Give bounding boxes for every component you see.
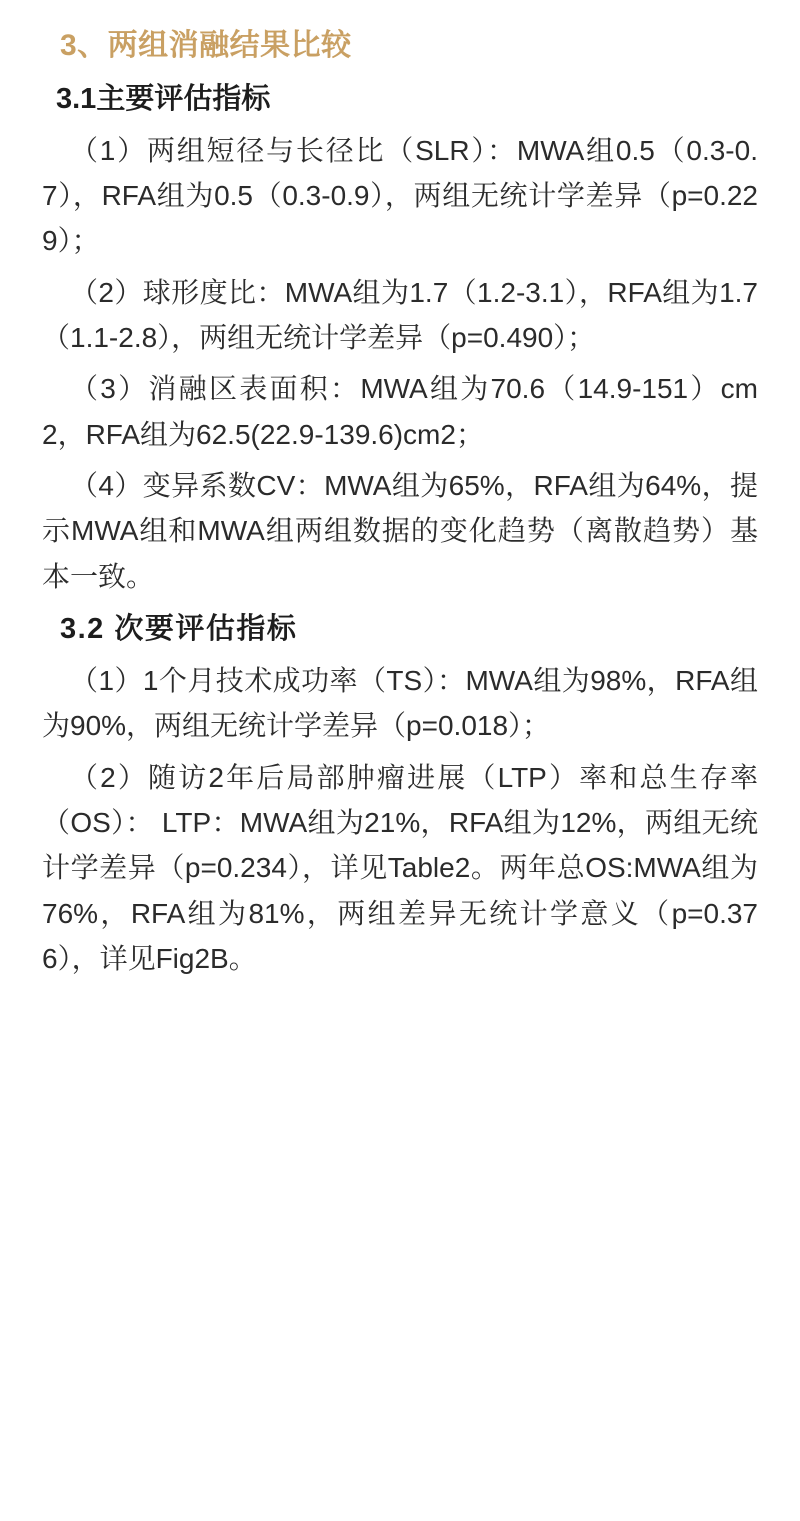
subsection-secondary-metrics bbox=[42, 609, 758, 981]
subsection-heading-3-1: 3.1主要评估指标 bbox=[56, 83, 271, 115]
paragraph-3-2-2: （2）随访2年后局部肿瘤进展（LTP）率和总生存率（OS）： LTP：MWA组为21%，RFA组为12%，两组无统计学差异（p=0.234），详见Table2。两年总OS:MWA组为76%，RFA组为81%，两组差异无统计学意义（p=0.376），详见Fig2B。 bbox=[42, 761, 758, 974]
section-title: 3、两组消融结果比较 bbox=[60, 29, 352, 62]
paragraph-3-1-4: （4）变异系数CV：MWA组为65%，RFA组为64%，提示MWA组和MWA组两组数据的变化趋势（离散趋势）基本一致。 bbox=[42, 470, 758, 592]
paragraph-3-2-1: （1）1个月技术成功率（TS）：MWA组为98%，RFA组为90%，两组无统计学差异（p=0.018）； bbox=[42, 664, 758, 742]
subsection-heading-3-2: 3.2 次要评估指标 bbox=[60, 613, 298, 646]
paragraph-3-1-1: （1）两组短径与长径比（SLR）：MWA组0.5（0.3-0.7），RFA组为0.5（0.3-0.9），两组无统计学差异（p=0.229）； bbox=[42, 134, 758, 257]
subsection-primary-metrics bbox=[42, 79, 758, 599]
paragraph-3-1-2: （2）球形度比：MWA组为1.7（1.2-3.1），RFA组为1.7（1.1-2.8），两组无统计学差异（p=0.490）； bbox=[42, 276, 758, 354]
paragraph-3-1-3: （3）消融区表面积：MWA组为70.6（14.9-151）cm2，RFA组为62.5(22.9-139.6)cm2； bbox=[42, 373, 758, 450]
